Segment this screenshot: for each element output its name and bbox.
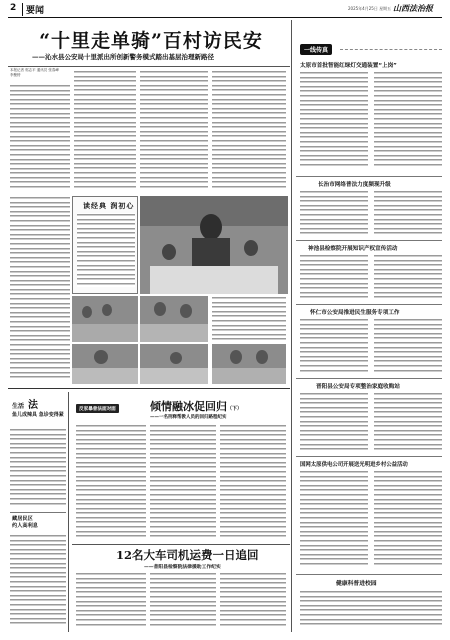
life-item-2-line1: 藏居民区	[12, 516, 33, 522]
issue-date: 2025年4月25日 星期五	[348, 6, 392, 11]
brief-title-1: 太原市首批智能红绿灯交通装置“上岗”	[300, 63, 397, 69]
bottom-story-col2	[150, 572, 216, 630]
brief-rule-4	[296, 378, 442, 379]
life-badge	[12, 396, 38, 411]
lead-body-col1	[10, 84, 70, 194]
brief-title-6: 国网太原供电公司开展送光明进乡村公益活动	[300, 462, 408, 468]
bottom-story-subtitle: ——昔阳县检察院法律援助工作纪实	[144, 564, 221, 570]
lead-body-col1b	[10, 196, 70, 384]
brief-rule-3	[296, 304, 442, 305]
brief-body-4b	[374, 318, 442, 374]
lead-headline: “十里走单骑”百村访民安	[39, 30, 263, 52]
photo-small-4	[140, 344, 208, 384]
life-item-2-title	[12, 516, 64, 530]
lead-body-col2	[74, 70, 136, 194]
bottom-story-col1	[76, 572, 146, 630]
mid-story-title	[150, 398, 242, 414]
brief-title-3: 神池县检察院开展知识产权宣传活动	[308, 246, 398, 252]
photo-small-5	[212, 344, 286, 384]
brief-body-3b	[374, 254, 442, 300]
yixian-badge: 一线传真	[300, 44, 332, 55]
section-name: 要闻	[22, 3, 44, 16]
mid-story-col3	[220, 424, 286, 540]
brief-title-2: 长治市网络普法力度频现升级	[318, 182, 391, 188]
life-item-2-line2: 约人高利息	[12, 523, 38, 529]
brief-body-6b	[374, 470, 442, 570]
photo-small-2	[140, 296, 208, 342]
life-item-1-body	[10, 428, 66, 508]
photo-right-caption	[212, 296, 286, 342]
brief-rule-2	[296, 240, 442, 241]
law-badge-text: 法	[28, 400, 39, 411]
left-column-divider	[68, 392, 69, 632]
mid-story-col1	[76, 424, 146, 540]
bottom-story-title: 12名大车司机运费一日追回	[116, 548, 259, 562]
brief-rule-5	[296, 456, 442, 457]
brief-title-4: 怀仁市公安局推进民生服务专项工作	[310, 310, 400, 316]
photo-small-1	[72, 296, 138, 342]
brief-body-7	[300, 590, 442, 630]
brief-body-4a	[300, 318, 368, 374]
headline-rule	[8, 66, 290, 67]
paper-name: 山西法治报	[393, 4, 433, 13]
brief-body-1b	[374, 71, 442, 171]
brief-title-5: 晋阳县公安局专项整治家庭收购站	[316, 384, 400, 390]
life-item-2-body	[10, 534, 66, 630]
brief-rule-6	[296, 574, 442, 575]
lead-bottom-rule	[8, 388, 290, 389]
photo-caption-title: 读经典 润初心	[83, 202, 135, 210]
lead-body-col3	[140, 70, 208, 194]
brief-body-2a	[300, 190, 368, 236]
photo-caption-box	[72, 196, 138, 294]
right-column-divider	[291, 20, 292, 632]
photo-caption-text	[77, 213, 135, 291]
masthead-rule	[8, 17, 442, 18]
lead-body-col4	[212, 70, 286, 194]
mid-story-subtitle: ——一名刑释帮教人员的回归路程纪实	[150, 415, 227, 420]
mid-story-col2	[150, 424, 216, 540]
life-badge-text: 生活	[12, 403, 25, 410]
yixian-rule	[340, 49, 442, 50]
brief-body-3a	[300, 254, 368, 300]
page-number: 2	[10, 3, 17, 13]
brief-body-6a	[300, 470, 368, 570]
brief-body-2b	[374, 190, 442, 236]
mid-story-part: （下）	[227, 406, 243, 412]
brief-title-7: 健康科普进校园	[336, 581, 377, 587]
bottom-story-col3	[220, 572, 286, 630]
life-item-1-title: 鱼儿成辣具 急诊变得紧	[12, 412, 64, 418]
brief-body-5a	[300, 392, 368, 452]
brief-body-1a	[300, 71, 368, 171]
lead-subtitle: ——沁水县公安局十里派出所创新警务模式踏出基层治理新路径	[32, 53, 214, 61]
lead-byline: 本报记者 郭志平 通讯员 张春峰 李聚榜	[10, 68, 59, 77]
mid-story-label: 反家暴普法面对面	[76, 404, 119, 413]
mid-story-title-main: 倾情融冰促回归	[150, 400, 227, 413]
photo-small-3	[72, 344, 138, 384]
mid-bottom-rule	[72, 544, 290, 545]
feature-photo	[140, 196, 288, 294]
brief-body-5b	[374, 392, 442, 452]
life-rule	[10, 512, 66, 513]
brief-rule-1	[296, 176, 442, 177]
